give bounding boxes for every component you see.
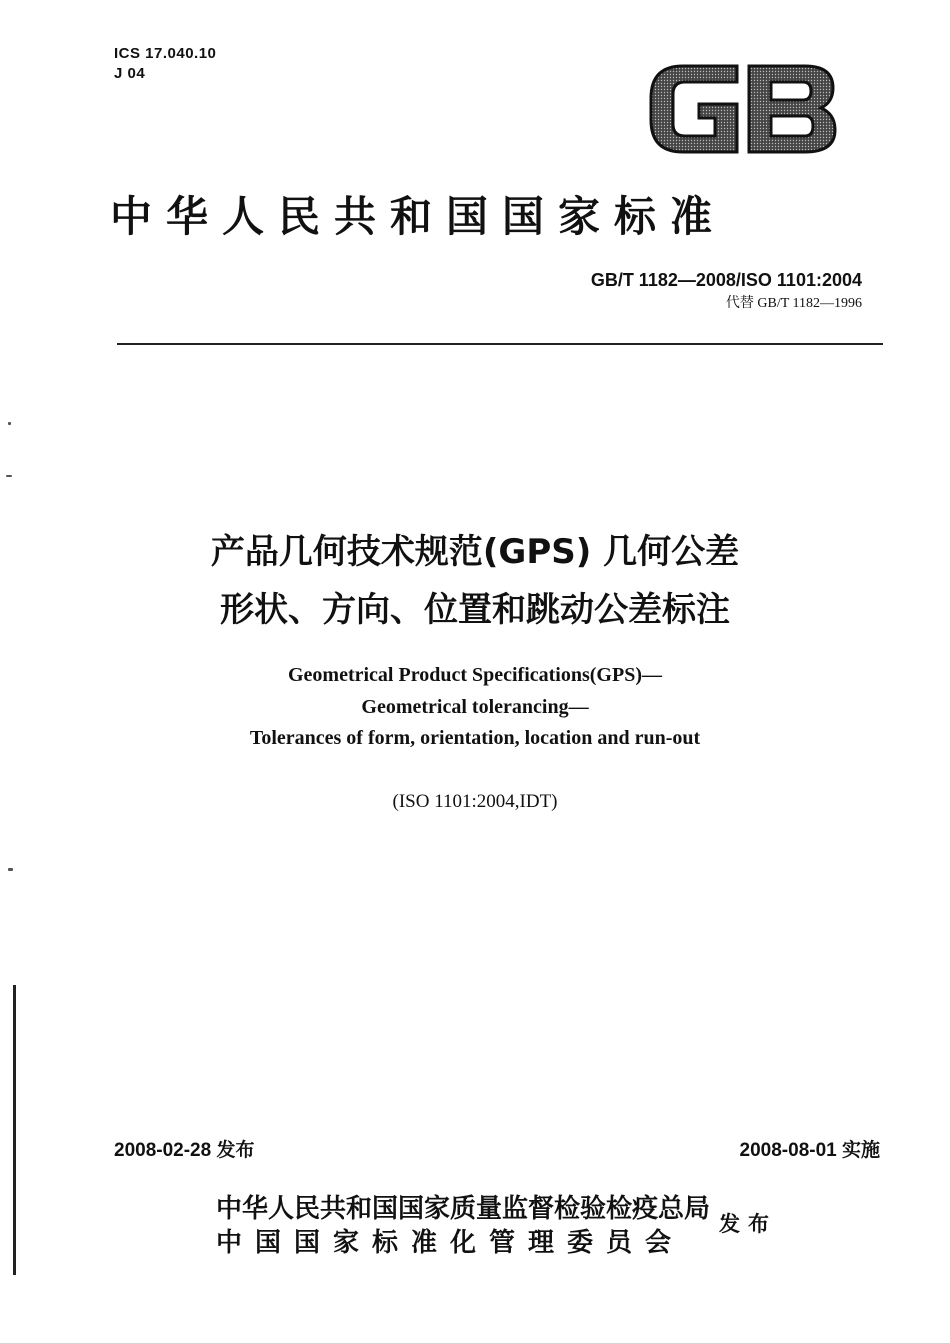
issuing-org-2: 中国国家标准化管理委员会 xyxy=(216,1228,685,1258)
en-title-line-2: Geometrical tolerancing— xyxy=(361,696,589,718)
issuing-org-1: 中华人民共和国国家质量监督检验检疫总局 xyxy=(216,1194,711,1224)
scan-speck xyxy=(6,475,12,477)
national-standard-title: 中华人民共和国国家标准 xyxy=(110,192,727,241)
ics-code: ICS 17.040.10 xyxy=(114,45,217,62)
ccs-code: J 04 xyxy=(114,65,146,82)
publish-label: 发布 xyxy=(719,1212,777,1236)
header-divider xyxy=(117,343,883,345)
replaces-standard: 代替 GB/T 1182—1996 xyxy=(725,296,862,311)
cn-title-line-2: 形状、方向、位置和跳动公差标注 xyxy=(220,590,730,630)
issue-date: 2008-02-28 发布 xyxy=(114,1140,255,1161)
scan-edge-line xyxy=(13,985,16,1275)
scan-speck xyxy=(8,422,11,425)
en-title-line-3: Tolerances of form, orientation, location and run-out xyxy=(249,727,701,749)
cn-title-line-1: 产品几何技术规范(GPS) 几何公差 xyxy=(210,532,740,572)
iso-equivalence: (ISO 1101:2004,IDT) xyxy=(392,791,558,812)
gb-logo xyxy=(645,58,841,164)
gb-logo-icon xyxy=(645,58,841,160)
implementation-date: 2008-08-01 实施 xyxy=(739,1140,880,1161)
standard-code: GB/T 1182—2008/ISO 1101:2004 xyxy=(590,270,862,290)
en-title-line-1: Geometrical Product Specifications(GPS)— xyxy=(287,664,662,686)
scan-speck xyxy=(8,868,13,871)
classification-codes xyxy=(114,44,216,84)
